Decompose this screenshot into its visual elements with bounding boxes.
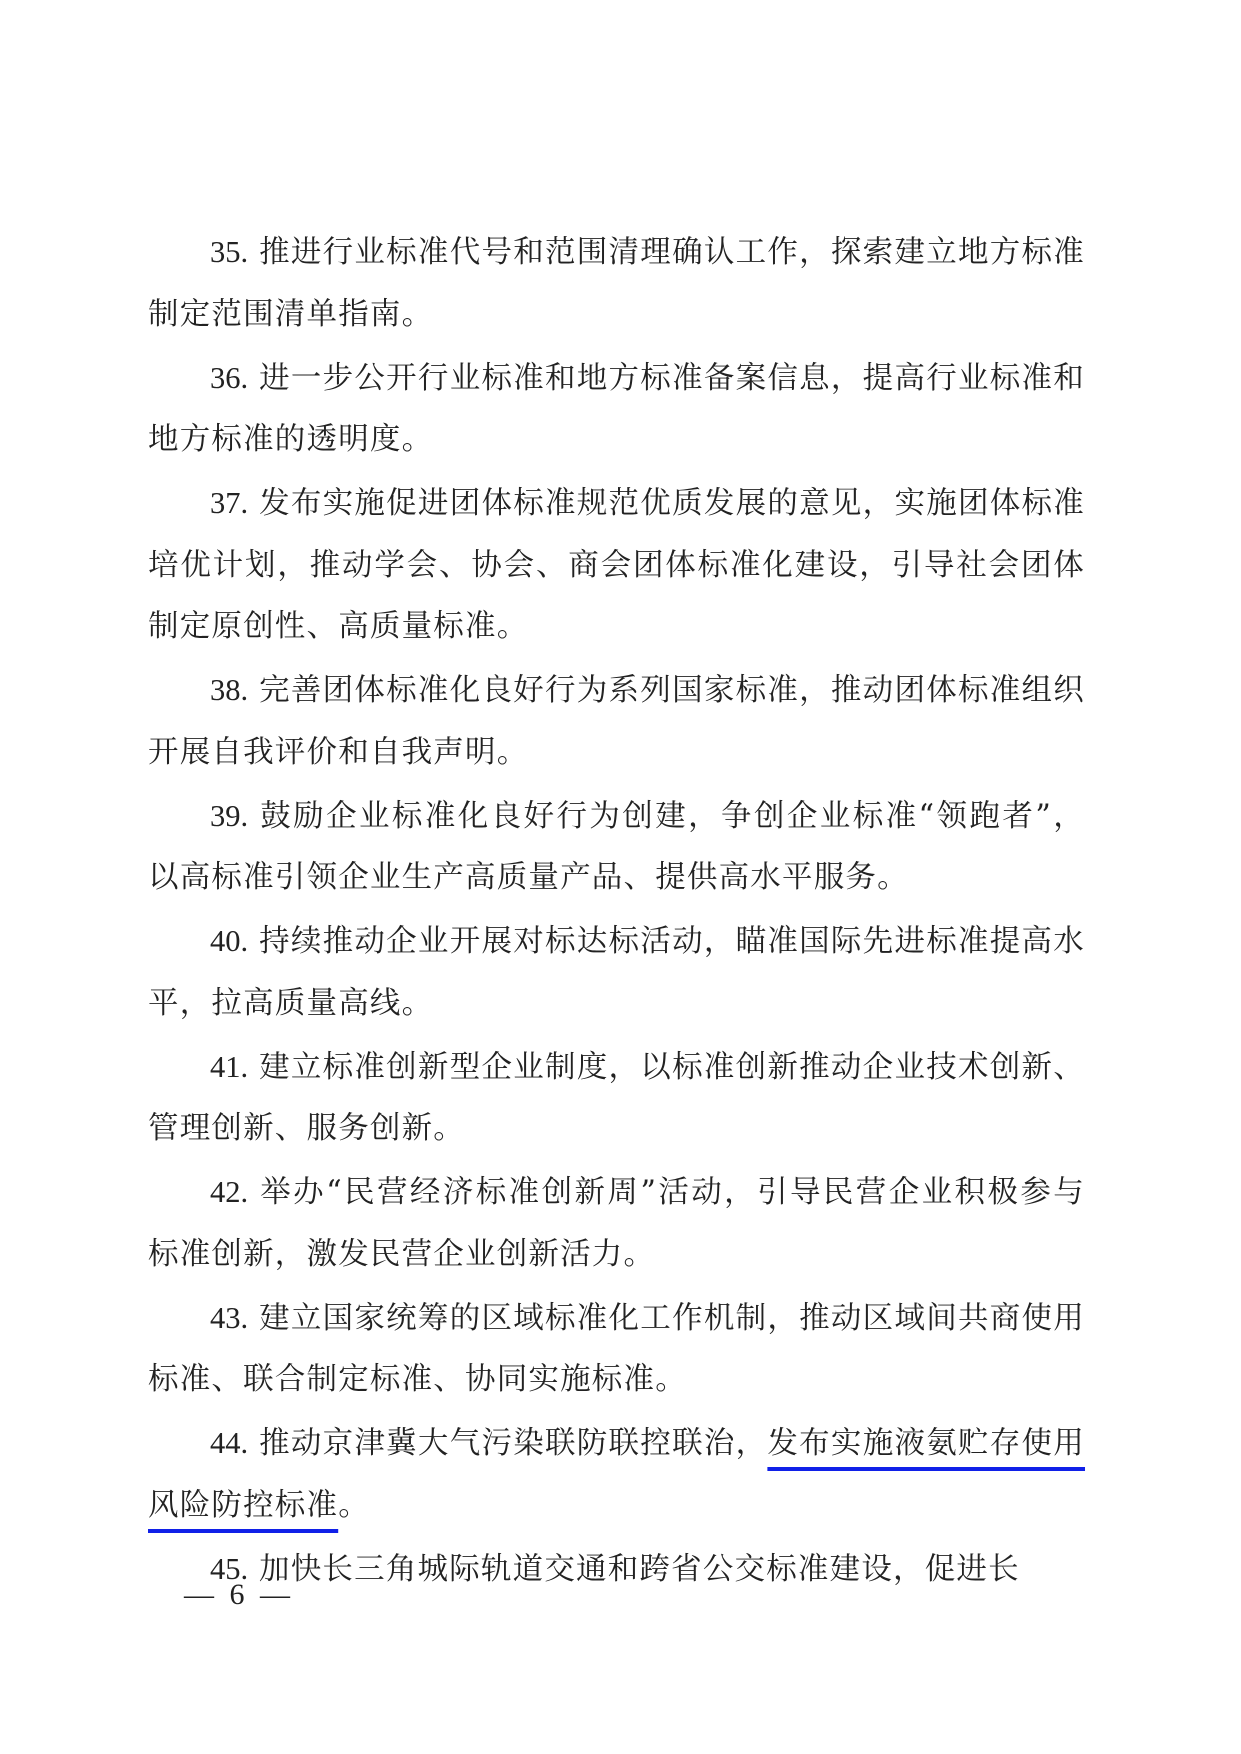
paragraph-36 bbox=[148, 348, 1085, 471]
paragraph-37 bbox=[148, 473, 1085, 658]
item-text: 举办“民营经济标准创新周”活动，引导民营企业积极参与标准创新，激发民营企业创新活力。 bbox=[148, 1175, 1085, 1272]
item-number: 42. bbox=[210, 1175, 249, 1209]
item-number: 36. bbox=[210, 360, 249, 395]
item-text: 持续推动企业开展对标达标活动，瞄准国际先进标准提高水平，拉高质量高线。 bbox=[148, 924, 1085, 1021]
item-text: 发布实施促进团体标准规范优质发展的意见，实施团体标准培优计划，推动学会、协会、商会团体标准化建设，引导社会团体制定原创性、高质量标准。 bbox=[148, 486, 1085, 644]
item-number: 38. bbox=[210, 673, 249, 707]
item-text: 建立标准创新型企业制度，以标准创新推动企业技术创新、管理创新、服务创新。 bbox=[148, 1049, 1085, 1146]
paragraph-41 bbox=[148, 1037, 1085, 1160]
document-body bbox=[148, 222, 1085, 1603]
item-number: 44. bbox=[210, 1426, 249, 1460]
paragraph-43 bbox=[148, 1288, 1085, 1411]
item-number: 45. bbox=[210, 1551, 249, 1586]
paragraph-42 bbox=[148, 1162, 1085, 1285]
item-text: 加快长三角城际轨道交通和跨省公交标准建设，促进长 bbox=[259, 1551, 1020, 1587]
item-text: 鼓励企业标准化良好行为创建，争创企业标准“领跑者”，以高标准引领企业生产高质量产品、提供高水平服务。 bbox=[148, 798, 1085, 895]
item-text: 进一步公开行业标准和地方标准备案信息，提高行业标准和地方标准的透明度。 bbox=[148, 360, 1085, 457]
item-text: 推动京津冀大气污染联防联控联治， bbox=[259, 1426, 768, 1461]
page-number: — 6 — bbox=[184, 1578, 294, 1611]
item-number: 37. bbox=[210, 486, 249, 520]
item-number: 41. bbox=[210, 1049, 249, 1084]
item-text: 推进行业标准代号和范围清理确认工作，探索建立地方标准制定范围清单指南。 bbox=[148, 235, 1085, 332]
paragraph-38 bbox=[148, 660, 1085, 783]
paragraph-40 bbox=[148, 911, 1085, 1034]
item-number: 43. bbox=[210, 1300, 249, 1335]
underlined-highlight: 发布实施液氨贮存使用风险防控标准 bbox=[148, 1426, 1086, 1523]
paragraph-35 bbox=[148, 222, 1085, 345]
item-number: 35. bbox=[210, 235, 249, 269]
paragraph-44 bbox=[148, 1413, 1085, 1536]
item-text-end: 。 bbox=[338, 1487, 370, 1523]
item-number: 40. bbox=[210, 924, 249, 958]
item-number: 39. bbox=[210, 798, 249, 833]
paragraph-39 bbox=[148, 786, 1085, 909]
item-text: 建立国家统筹的区域标准化工作机制，推动区域间共商使用标准、联合制定标准、协同实施标准。 bbox=[148, 1300, 1085, 1397]
item-text: 完善团体标准化良好行为系列国家标准，推动团体标准组织开展自我评价和自我声明。 bbox=[148, 673, 1085, 770]
